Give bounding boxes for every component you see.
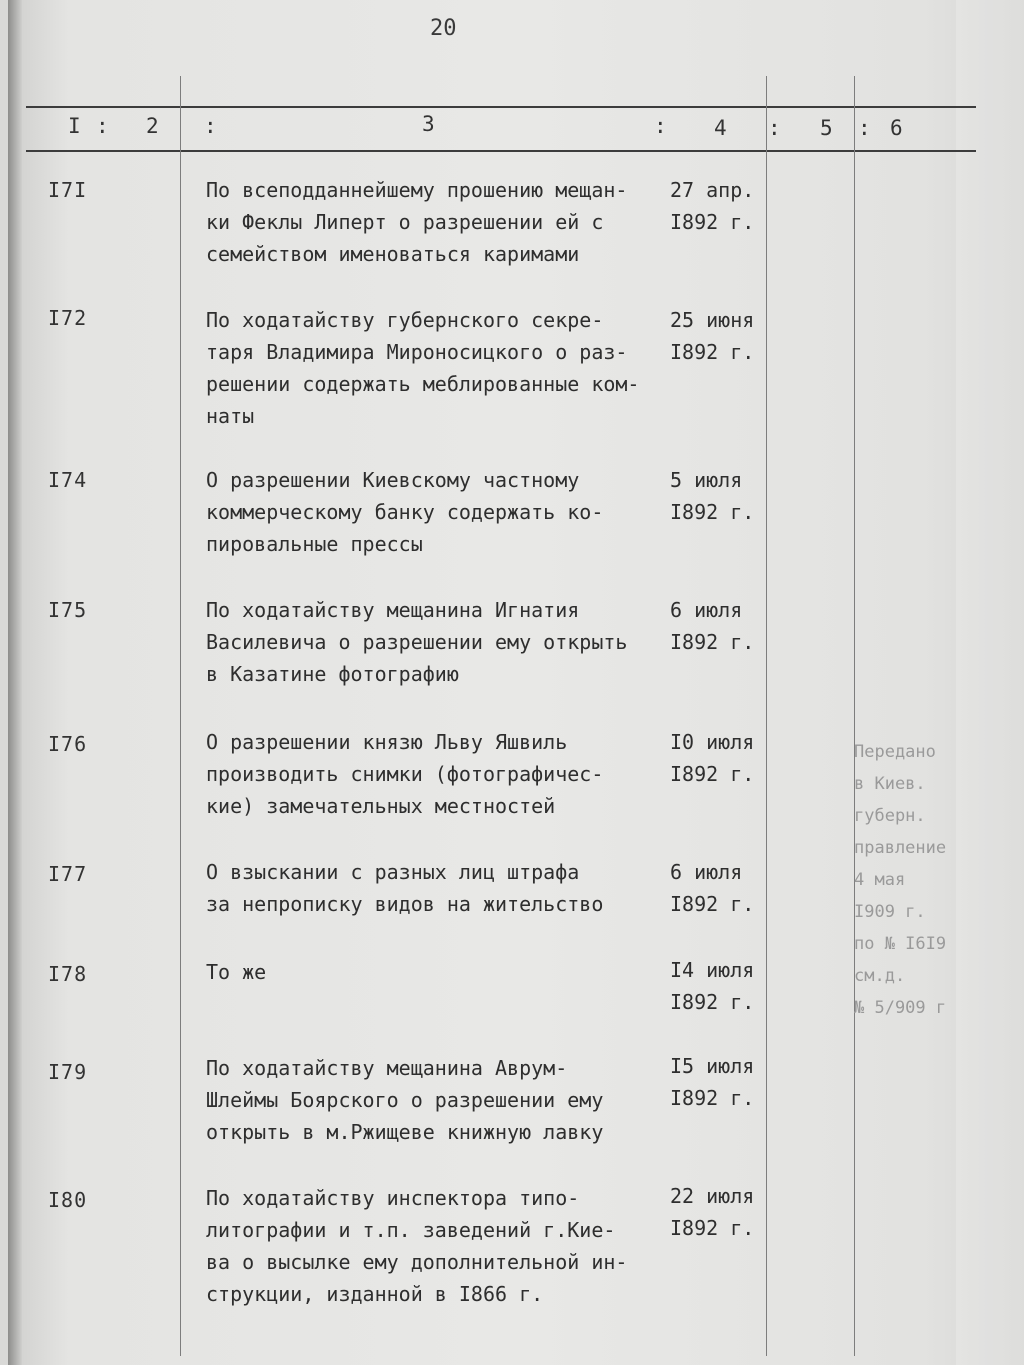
entry-number: I74 xyxy=(48,468,88,492)
entry-description: По ходатайству инспектора типо- литографии и т.п. заведений г.Кие- ва о высылке ему дополнительной ин- струкции, изданной в I866 г. xyxy=(206,1186,628,1306)
entry-date: 25 июня I892 г. xyxy=(670,308,755,364)
entry-date: 27 апр. I892 г. xyxy=(670,178,755,234)
column-number-5: 5 xyxy=(820,116,833,140)
entry-description: По всеподданнейшему прошению мещан- ки Феклы Липерт о разрешении ей с семейством именоваться каримами xyxy=(206,178,628,266)
entry-date: 6 июля I892 г. xyxy=(670,860,755,916)
entry-date: I5 июля I892 г. xyxy=(670,1054,755,1110)
entry-number: I7I xyxy=(48,178,88,202)
column-number-2: 2 xyxy=(146,114,159,138)
header-top-rule xyxy=(26,106,976,108)
column-number-3: 3 xyxy=(422,112,435,136)
entry-description: О взыскании с разных лиц штрафа за непрописку видов на жительство xyxy=(206,860,604,916)
column-separator: : xyxy=(96,114,109,138)
column-number-1: I xyxy=(68,114,81,138)
entry-description: По ходатайству губернского секре- таря Владимира Мироносицкого о раз- решении содержать меблированные ком- наты xyxy=(206,308,640,428)
column-separator: : xyxy=(654,114,667,138)
entry-number: I78 xyxy=(48,962,88,986)
entry-number: I72 xyxy=(48,306,88,330)
column-separator: : xyxy=(768,116,781,140)
column-divider-3 xyxy=(854,76,855,1356)
column-divider-2 xyxy=(766,76,767,1356)
column-divider-1 xyxy=(180,76,181,1356)
page-number: 20 xyxy=(430,16,457,41)
column-number-6: 6 xyxy=(890,116,903,140)
entry-number: I76 xyxy=(48,732,88,756)
entry-description: О разрешении князю Льву Яшвиль производить снимки (фотографичес- кие) замечательных местностей xyxy=(206,730,604,818)
entry-description: По ходатайству мещанина Аврум- Шлеймы Боярского о разрешении ему открыть в м.Ржищеве книжную лавку xyxy=(206,1056,604,1144)
entry-number: I77 xyxy=(48,862,88,886)
page-edge-shadow xyxy=(8,0,22,1365)
entry-description: По ходатайству мещанина Игнатия Василевича о разрешении ему открыть в Казатине фотографию xyxy=(206,598,628,686)
side-note: Передано в Киев. губерн. правление 4 мая I909 г. по № I6I9 см.д. № 5/909 г xyxy=(854,742,947,1018)
entry-number: I75 xyxy=(48,598,88,622)
header-bottom-rule xyxy=(26,150,976,152)
entry-date: I4 июля I892 г. xyxy=(670,958,755,1014)
entry-description: То же xyxy=(206,960,267,984)
entry-description: О разрешении Киевскому частному коммерческому банку содержать ко- пировальные прессы xyxy=(206,468,604,556)
entry-date: 6 июля I892 г. xyxy=(670,598,755,654)
column-number-4: 4 xyxy=(714,116,727,140)
entry-number: I79 xyxy=(48,1060,88,1084)
entry-date: 5 июля I892 г. xyxy=(670,468,755,524)
entry-number: I80 xyxy=(48,1188,88,1212)
page-right-margin xyxy=(956,0,1024,1365)
column-separator: : xyxy=(204,114,217,138)
entry-date: 22 июля I892 г. xyxy=(670,1184,755,1240)
entry-date: I0 июля I892 г. xyxy=(670,730,755,786)
document-page xyxy=(8,0,1024,1365)
column-separator: : xyxy=(858,116,871,140)
